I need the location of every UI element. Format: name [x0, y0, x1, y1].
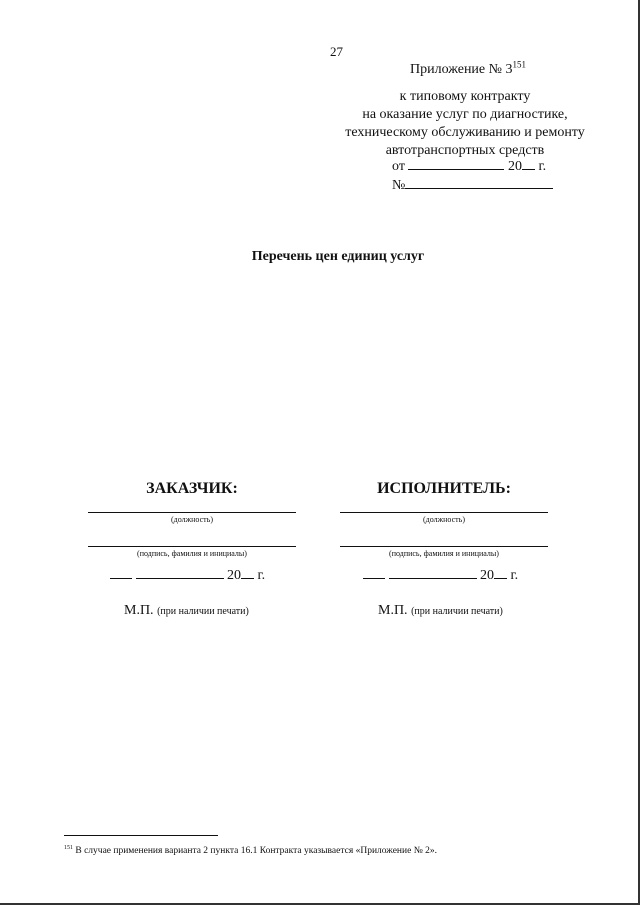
customer-year-blank[interactable]	[241, 567, 254, 579]
customer-heading: ЗАКАЗЧИК:	[146, 480, 238, 497]
contractor-signature-caption: (подпись, фамилия и инициалы)	[389, 549, 499, 558]
contractor-date-suffix: г.	[510, 568, 519, 583]
appendix-title-text: Приложение № 3	[410, 62, 513, 77]
contractor-stamp	[378, 603, 503, 619]
header-line: на оказание услуг по диагностике,	[362, 107, 568, 122]
contract-date-prefix: от	[392, 159, 405, 174]
contractor-stamp-note: (при наличии печати)	[411, 606, 503, 617]
page-number: 27	[330, 44, 343, 59]
appendix-title	[410, 59, 526, 78]
customer-date-suffix: г.	[257, 568, 266, 583]
customer-month-blank[interactable]	[136, 567, 224, 579]
customer-position-line[interactable]	[88, 512, 296, 513]
appendix-footnote-ref: 151	[512, 59, 526, 70]
contractor-year-blank[interactable]	[494, 567, 507, 579]
contractor-signature-line[interactable]	[340, 546, 548, 547]
customer-date-year: 20	[227, 568, 241, 583]
contractor-position-caption: (должность)	[423, 515, 465, 524]
contractor-heading: ИСПОЛНИТЕЛЬ:	[377, 480, 511, 497]
contract-date-suffix: г.	[538, 159, 547, 174]
contractor-position-line[interactable]	[340, 512, 548, 513]
customer-stamp	[124, 603, 249, 619]
contract-number-prefix: №	[392, 178, 406, 193]
appendix-header	[320, 88, 610, 160]
footnote-separator	[64, 835, 218, 836]
customer-date-line	[110, 567, 265, 584]
footnote	[64, 846, 437, 856]
footnote-text: В случае применения варианта 2 пункта 16.1 Контракта указывается «Приложение № 2».	[75, 846, 438, 856]
footnote-number: 151	[64, 844, 73, 851]
header-line: автотранспортных средств	[385, 143, 545, 158]
customer-stamp-note: (при наличии печати)	[157, 606, 249, 617]
contract-number-blank[interactable]	[405, 177, 553, 189]
contractor-day-blank[interactable]	[363, 567, 385, 579]
contract-date-line	[392, 158, 546, 175]
document-title: Перечень цен единиц услуг	[251, 249, 425, 264]
contract-date-blank[interactable]	[408, 158, 504, 170]
contractor-date-year: 20	[480, 568, 494, 583]
contractor-stamp-label: М.П.	[378, 603, 408, 618]
customer-stamp-label: М.П.	[124, 603, 154, 618]
contract-year-blank[interactable]	[522, 158, 535, 170]
customer-day-blank[interactable]	[110, 567, 132, 579]
header-line: техническому обслуживанию и ремонту	[345, 125, 585, 140]
customer-position-caption: (должность)	[171, 515, 213, 524]
contractor-date-line	[363, 567, 518, 584]
contractor-month-blank[interactable]	[389, 567, 477, 579]
contract-number-line	[392, 177, 553, 194]
customer-signature-line[interactable]	[88, 546, 296, 547]
customer-signature-caption: (подпись, фамилия и инициалы)	[137, 549, 247, 558]
header-line: к типовому контракту	[399, 89, 531, 104]
contract-date-year: 20	[507, 159, 522, 174]
